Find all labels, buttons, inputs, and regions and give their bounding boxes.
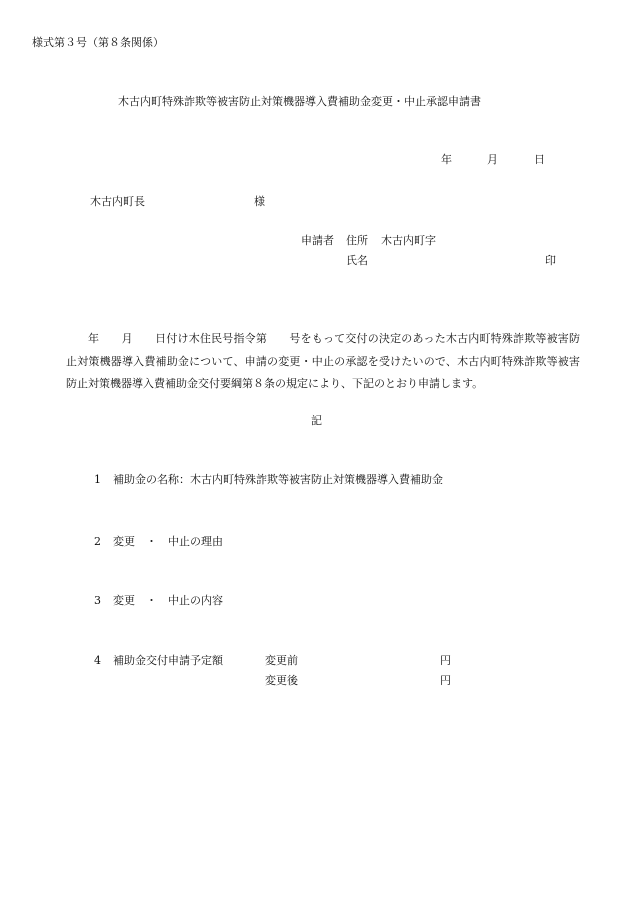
- date-day: 日: [534, 153, 545, 166]
- item-text: 補助金交付申請予定額: [113, 654, 223, 667]
- item-number: 4: [94, 654, 101, 667]
- item-text: 補助金の名称：木古内町特殊詐欺等被害防止対策機器導入費補助金: [113, 473, 443, 486]
- date-year: 年: [441, 153, 452, 166]
- after-currency: 円: [440, 674, 451, 687]
- before-label: 変更前: [265, 654, 298, 667]
- ki-heading: 記: [311, 414, 322, 427]
- applicant-label: 申請者: [301, 234, 334, 247]
- form-number: 様式第３号（第８条関係）: [32, 36, 164, 49]
- item-number: 1: [94, 473, 101, 486]
- document-title: 木古内町特殊詐欺等被害防止対策機器導入費補助金変更・中止承認申請書: [118, 95, 481, 108]
- address-value: 木古内町字: [381, 234, 436, 247]
- name-label: 氏名: [346, 254, 368, 267]
- seal-mark: 印: [545, 254, 556, 267]
- addressee-honorific: 様: [254, 195, 265, 208]
- after-label: 変更後: [265, 674, 298, 687]
- before-currency: 円: [440, 654, 451, 667]
- body-paragraph: 年 月 日付け木住民号指令第 号をもって交付の決定のあった木古内町特殊詐欺等被害防止対策機器導入費補助金について、申請の変更・中止の承認を受けたいので、木古内町特殊詐欺等被害防止対策機器導入費補助金交付要綱第８条の規定により、下記のとおり申請します。: [66, 332, 580, 390]
- item-number: 2: [94, 535, 101, 548]
- address-label: 住所: [346, 234, 368, 247]
- item-text: 変更 ・ 中止の内容: [113, 594, 223, 607]
- date-month: 月: [487, 153, 498, 166]
- addressee-name: 木古内町長: [90, 195, 145, 208]
- item-text: 変更 ・ 中止の理由: [113, 535, 223, 548]
- item-number: 3: [94, 594, 101, 607]
